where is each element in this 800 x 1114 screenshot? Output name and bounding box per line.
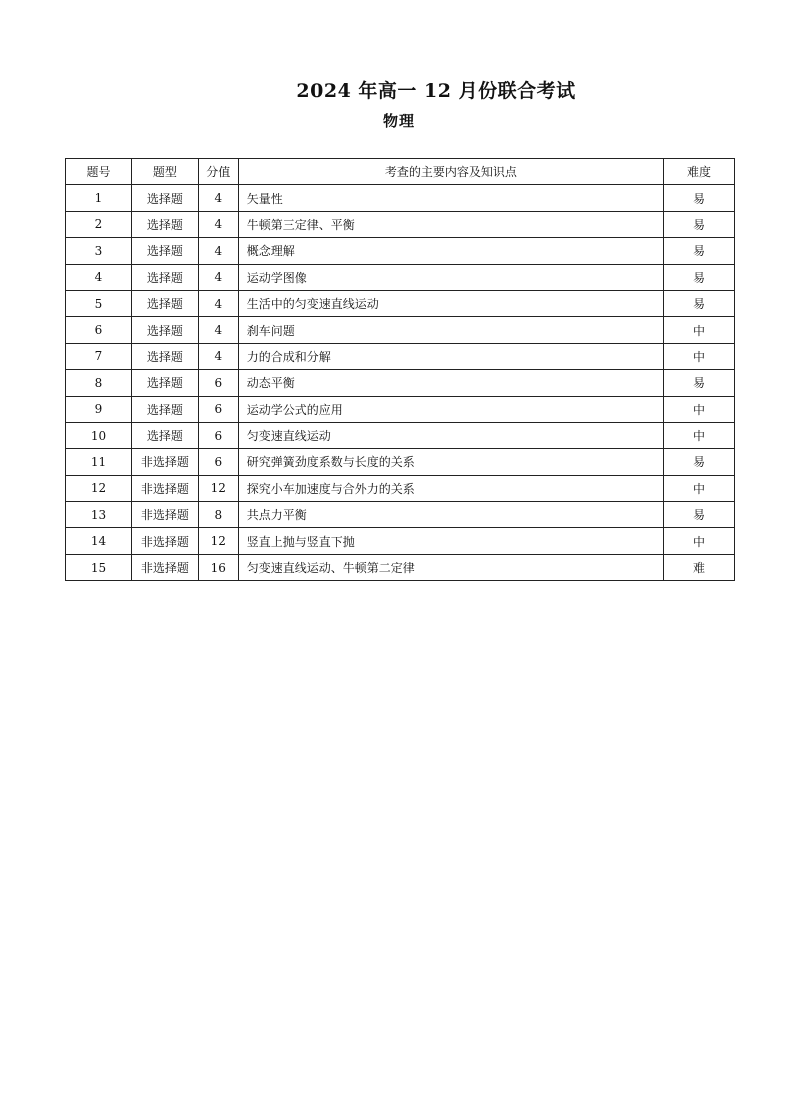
cell-content: 匀变速直线运动、牛顿第二定律: [238, 554, 663, 580]
cell-score: 12: [198, 475, 238, 501]
cell-difficulty: 中: [664, 528, 735, 554]
cell-question-number: 1: [66, 185, 132, 211]
header-score: 分值: [198, 159, 238, 185]
table-row: [66, 238, 735, 264]
cell-difficulty: 易: [664, 211, 735, 237]
cell-content: 生活中的匀变速直线运动: [238, 290, 663, 316]
cell-question-type: 选择题: [131, 185, 198, 211]
cell-score: 12: [198, 528, 238, 554]
cell-content: 运动学公式的应用: [238, 396, 663, 422]
table-row: [66, 290, 735, 316]
cell-difficulty: 中: [664, 422, 735, 448]
cell-difficulty: 易: [664, 370, 735, 396]
table-row: [66, 211, 735, 237]
cell-question-type: 选择题: [131, 396, 198, 422]
cell-difficulty: 易: [664, 502, 735, 528]
cell-score: 4: [198, 211, 238, 237]
table-body: [66, 185, 735, 581]
cell-score: 4: [198, 238, 238, 264]
table-row: [66, 449, 735, 475]
cell-score: 4: [198, 317, 238, 343]
header-difficulty: 难度: [664, 159, 735, 185]
table-header-row: [66, 159, 735, 185]
cell-content: 运动学图像: [238, 264, 663, 290]
cell-question-number: 6: [66, 317, 132, 343]
cell-score: 6: [198, 370, 238, 396]
exam-analysis-table: [65, 158, 735, 581]
cell-question-type: 非选择题: [131, 502, 198, 528]
cell-score: 6: [198, 449, 238, 475]
cell-score: 4: [198, 343, 238, 369]
cell-difficulty: 中: [664, 396, 735, 422]
cell-score: 4: [198, 290, 238, 316]
cell-question-number: 5: [66, 290, 132, 316]
cell-content: 概念理解: [238, 238, 663, 264]
cell-content: 力的合成和分解: [238, 343, 663, 369]
cell-difficulty: 易: [664, 449, 735, 475]
cell-difficulty: 易: [664, 290, 735, 316]
cell-question-number: 8: [66, 370, 132, 396]
cell-difficulty: 中: [664, 317, 735, 343]
table-row: [66, 370, 735, 396]
header-content: 考查的主要内容及知识点: [238, 159, 663, 185]
cell-question-type: 选择题: [131, 290, 198, 316]
cell-difficulty: 中: [664, 343, 735, 369]
table-row: [66, 343, 735, 369]
document-title: 2024 年高一 12 月份联合考试: [296, 80, 576, 102]
cell-question-type: 选择题: [131, 211, 198, 237]
cell-question-number: 3: [66, 238, 132, 264]
cell-question-type: 非选择题: [131, 475, 198, 501]
cell-question-number: 10: [66, 422, 132, 448]
cell-difficulty: 易: [664, 185, 735, 211]
cell-question-number: 13: [66, 502, 132, 528]
cell-question-number: 11: [66, 449, 132, 475]
table-row: [66, 528, 735, 554]
cell-score: 8: [198, 502, 238, 528]
table-row: [66, 185, 735, 211]
cell-score: 6: [198, 422, 238, 448]
table-row: [66, 422, 735, 448]
cell-difficulty: 难: [664, 554, 735, 580]
cell-question-type: 选择题: [131, 317, 198, 343]
cell-difficulty: 易: [664, 264, 735, 290]
cell-question-number: 15: [66, 554, 132, 580]
cell-question-type: 非选择题: [131, 528, 198, 554]
cell-question-number: 9: [66, 396, 132, 422]
cell-difficulty: 易: [664, 238, 735, 264]
subject-label: 物理: [383, 112, 416, 130]
cell-content: 动态平衡: [238, 370, 663, 396]
cell-question-type: 选择题: [131, 343, 198, 369]
cell-question-type: 选择题: [131, 422, 198, 448]
table-row: [66, 264, 735, 290]
cell-content: 探究小车加速度与合外力的关系: [238, 475, 663, 501]
header-question-type: 题型: [131, 159, 198, 185]
cell-score: 16: [198, 554, 238, 580]
cell-difficulty: 中: [664, 475, 735, 501]
cell-content: 刹车问题: [238, 317, 663, 343]
table-row: [66, 317, 735, 343]
cell-content: 研究弹簧劲度系数与长度的关系: [238, 449, 663, 475]
cell-content: 牛顿第三定律、平衡: [238, 211, 663, 237]
cell-score: 6: [198, 396, 238, 422]
cell-question-number: 14: [66, 528, 132, 554]
cell-question-type: 选择题: [131, 264, 198, 290]
cell-question-type: 非选择题: [131, 554, 198, 580]
cell-question-type: 选择题: [131, 238, 198, 264]
cell-question-type: 选择题: [131, 370, 198, 396]
cell-question-type: 非选择题: [131, 449, 198, 475]
cell-question-number: 7: [66, 343, 132, 369]
table-row: [66, 475, 735, 501]
cell-question-number: 12: [66, 475, 132, 501]
cell-score: 4: [198, 185, 238, 211]
cell-content: 竖直上抛与竖直下抛: [238, 528, 663, 554]
table-row: [66, 502, 735, 528]
cell-score: 4: [198, 264, 238, 290]
cell-content: 匀变速直线运动: [238, 422, 663, 448]
cell-content: 共点力平衡: [238, 502, 663, 528]
cell-content: 矢量性: [238, 185, 663, 211]
cell-question-number: 4: [66, 264, 132, 290]
table-row: [66, 396, 735, 422]
cell-question-number: 2: [66, 211, 132, 237]
table-row: [66, 554, 735, 580]
header-question-number: 题号: [66, 159, 132, 185]
